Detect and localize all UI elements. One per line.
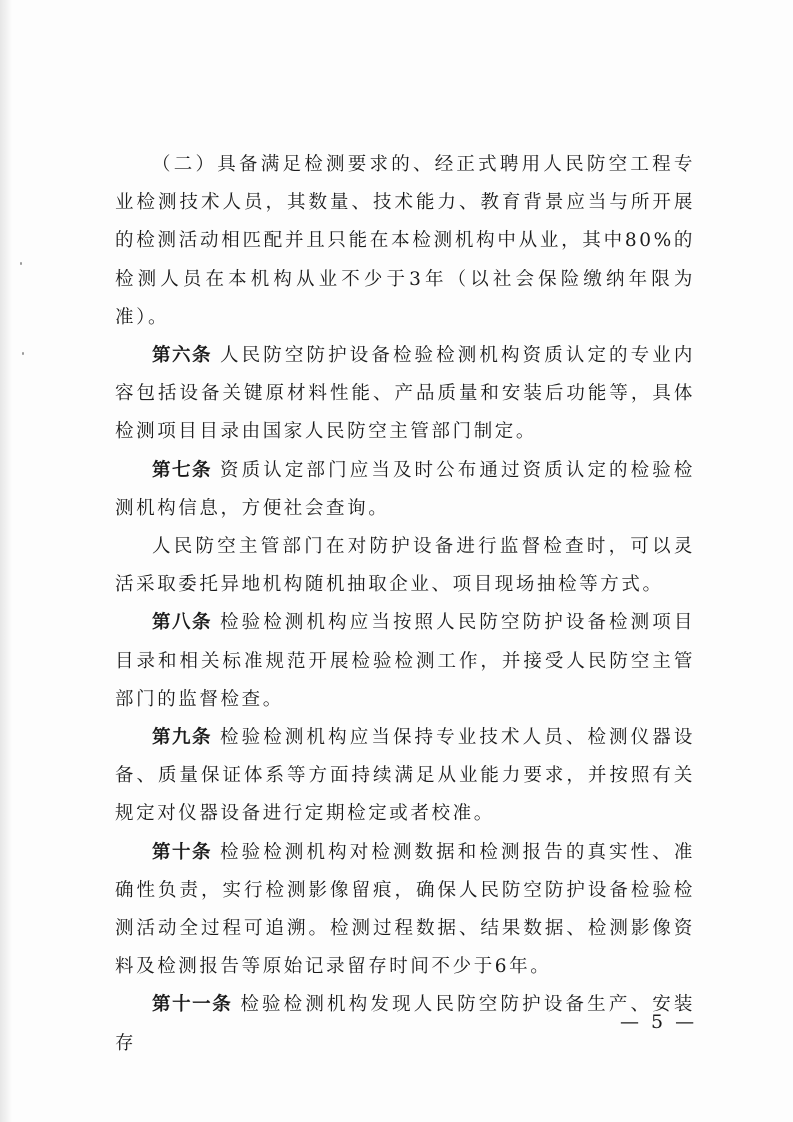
document-body (115, 146, 698, 1063)
article-paragraph (115, 604, 695, 719)
scan-speck (20, 262, 22, 265)
article-heading: 第八条 (152, 612, 213, 634)
article-paragraph (115, 719, 695, 834)
scan-edge-shadow (0, 0, 12, 1122)
paragraph-text: （二）具备满足检测要求的、经正式聘用人民防空工程专业检测技术人员，其数量、技术能力、教育背景应当与所开展的检测活动相匹配并且只能在本检测机构中从业，其中80%的检测人员在本机构从业不少于3年（以社会保险缴纳年限为准）。 (115, 154, 695, 328)
article-paragraph (115, 337, 695, 452)
paragraph-text: 检验检测机构应当保持专业技术人员、检测仪器设备、质量保证体系等方面持续满足从业能力要求，并按照有关规定对仪器设备进行定期检定或者校准。 (115, 727, 695, 825)
paragraph-text: 检验检测机构应当按照人民防空防护设备检测项目目录和相关标准规范开展检验检测工作，并接受人民防空主管部门的监督检查。 (115, 612, 695, 710)
scan-speck (22, 352, 24, 355)
article-paragraph (115, 986, 698, 1062)
article-heading: 第十一条 (152, 994, 233, 1016)
paragraph-text: 检验检测机构发现人民防空防护设备生产、安装存 (115, 994, 695, 1054)
article-heading: 第十条 (152, 841, 213, 863)
paragraph-text: 人民防空主管部门在对防护设备进行监督检查时，可以灵活采取委托异地机构随机抽取企业、项目现场抽检等方式。 (115, 536, 695, 596)
article-paragraph (115, 834, 695, 987)
article-heading: 第九条 (152, 727, 213, 749)
paragraph (115, 528, 695, 604)
article-heading: 第七条 (152, 459, 213, 481)
paragraph-text: 人民防空防护设备检验检测机构资质认定的专业内容包括设备关键原材料性能、产品质量和安装后功能等，具体检测项目目录由国家人民防空主管部门制定。 (115, 345, 695, 443)
paragraph-text: 检验检测机构对检测数据和检测报告的真实性、准确性负责，实行检测影像留痕，确保人民防空防护设备检验检测活动全过程可追溯。检测过程数据、结果数据、检测影像资料及检测报告等原始记录留存时间不少于6年。 (115, 841, 695, 978)
article-heading: 第六条 (152, 345, 213, 367)
paragraph-text: 资质认定部门应当及时公布通过资质认定的检验检测机构信息，方便社会查询。 (115, 459, 695, 519)
paragraph (115, 146, 695, 337)
page-number: — 5 — (620, 1011, 698, 1033)
article-paragraph (115, 452, 695, 528)
